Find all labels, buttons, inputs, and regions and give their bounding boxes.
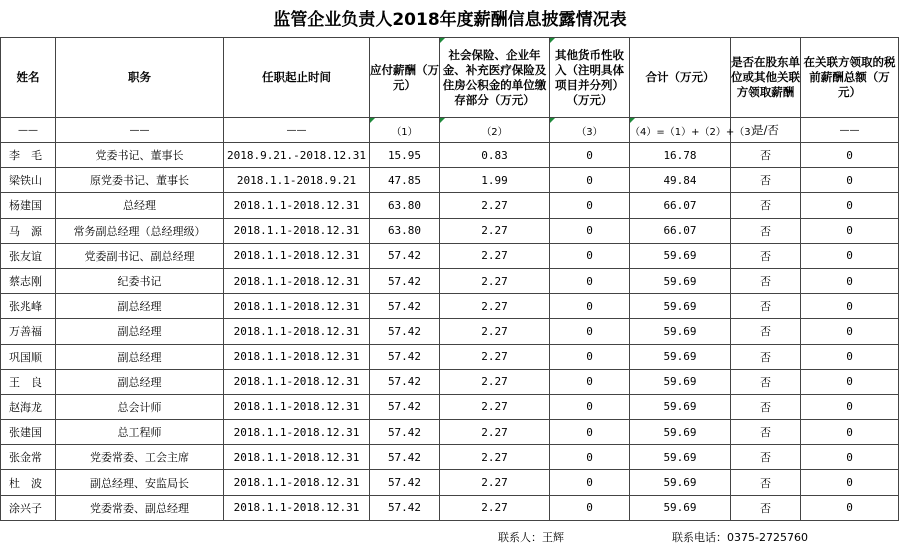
table-row bbox=[1, 394, 899, 419]
cell-salary: 57.42 bbox=[370, 294, 440, 319]
cell-related: 否 bbox=[731, 495, 801, 520]
cell-period: 2018.1.1-2018.12.31 bbox=[224, 193, 370, 218]
cell-period: 2018.1.1-2018.12.31 bbox=[224, 445, 370, 470]
cell-related-amount: 0 bbox=[801, 243, 899, 268]
cell-position: 党委副书记、副总经理 bbox=[56, 243, 224, 268]
cell-total: 59.69 bbox=[630, 369, 731, 394]
cell-insurance: 2.27 bbox=[440, 294, 550, 319]
header-period: 任职起止时间 bbox=[224, 38, 370, 118]
cell-position: 总工程师 bbox=[56, 420, 224, 445]
cell-other: 0 bbox=[550, 218, 630, 243]
cell-related: 否 bbox=[731, 143, 801, 168]
cell-total: 59.69 bbox=[630, 268, 731, 293]
cell-related: 否 bbox=[731, 445, 801, 470]
cell-total: 59.69 bbox=[630, 319, 731, 344]
cell-name: 梁铁山 bbox=[1, 168, 56, 193]
subheader-cell: 是/否 bbox=[731, 118, 801, 143]
cell-insurance: 2.27 bbox=[440, 394, 550, 419]
header-name: 姓名 bbox=[1, 38, 56, 118]
cell-related-amount: 0 bbox=[801, 420, 899, 445]
cell-position: 副总经理 bbox=[56, 344, 224, 369]
table-row bbox=[1, 268, 899, 293]
cell-related-amount: 0 bbox=[801, 193, 899, 218]
subheader-cell: （3） bbox=[550, 118, 630, 143]
cell-period: 2018.9.21.-2018.12.31 bbox=[224, 143, 370, 168]
cell-salary: 57.42 bbox=[370, 243, 440, 268]
cell-related-amount: 0 bbox=[801, 495, 899, 520]
cell-insurance: 2.27 bbox=[440, 193, 550, 218]
cell-name: 杨建国 bbox=[1, 193, 56, 218]
cell-period: 2018.1.1-2018.12.31 bbox=[224, 344, 370, 369]
cell-related: 否 bbox=[731, 218, 801, 243]
cell-salary: 57.42 bbox=[370, 344, 440, 369]
table-row bbox=[1, 243, 899, 268]
cell-salary: 63.80 bbox=[370, 193, 440, 218]
cell-related-amount: 0 bbox=[801, 168, 899, 193]
cell-position: 副总经理 bbox=[56, 294, 224, 319]
cell-position: 党委常委、工会主席 bbox=[56, 445, 224, 470]
cell-related: 否 bbox=[731, 344, 801, 369]
cell-related: 否 bbox=[731, 168, 801, 193]
cell-insurance: 2.27 bbox=[440, 470, 550, 495]
cell-related: 否 bbox=[731, 243, 801, 268]
table-row bbox=[1, 143, 899, 168]
cell-total: 59.69 bbox=[630, 470, 731, 495]
cell-other: 0 bbox=[550, 143, 630, 168]
cell-related: 否 bbox=[731, 193, 801, 218]
cell-name: 马 源 bbox=[1, 218, 56, 243]
subheader-row bbox=[1, 118, 899, 143]
header-insurance: 社会保险、企业年金、补充医疗保险及住房公积金的单位缴存部分（万元） bbox=[440, 38, 550, 118]
cell-name: 李 毛 bbox=[1, 143, 56, 168]
cell-insurance: 2.27 bbox=[440, 495, 550, 520]
cell-name: 巩国顺 bbox=[1, 344, 56, 369]
contact-person bbox=[498, 528, 564, 548]
cell-insurance: 0.83 bbox=[440, 143, 550, 168]
cell-related: 否 bbox=[731, 394, 801, 419]
cell-other: 0 bbox=[550, 495, 630, 520]
cell-salary: 15.95 bbox=[370, 143, 440, 168]
cell-other: 0 bbox=[550, 394, 630, 419]
cell-insurance: 2.27 bbox=[440, 218, 550, 243]
cell-related-amount: 0 bbox=[801, 470, 899, 495]
cell-insurance: 2.27 bbox=[440, 445, 550, 470]
cell-name: 张兆峰 bbox=[1, 294, 56, 319]
cell-related: 否 bbox=[731, 470, 801, 495]
cell-period: 2018.1.1-2018.12.31 bbox=[224, 294, 370, 319]
cell-salary: 57.42 bbox=[370, 268, 440, 293]
cell-other: 0 bbox=[550, 344, 630, 369]
table-row bbox=[1, 294, 899, 319]
cell-insurance: 2.27 bbox=[440, 369, 550, 394]
cell-salary: 57.42 bbox=[370, 445, 440, 470]
contact-name: 王辉 bbox=[542, 531, 564, 544]
table-row bbox=[1, 420, 899, 445]
cell-related-amount: 0 bbox=[801, 319, 899, 344]
cell-name: 张建国 bbox=[1, 420, 56, 445]
cell-related-amount: 0 bbox=[801, 344, 899, 369]
cell-name: 涂兴子 bbox=[1, 495, 56, 520]
subheader-cell: —— bbox=[56, 118, 224, 143]
cell-related-amount: 0 bbox=[801, 268, 899, 293]
header-related-party: 是否在股东单位或其他关联方领取薪酬 bbox=[731, 38, 801, 118]
cell-related: 否 bbox=[731, 268, 801, 293]
cell-position: 副总经理 bbox=[56, 369, 224, 394]
cell-total: 59.69 bbox=[630, 243, 731, 268]
header-position: 职务 bbox=[56, 38, 224, 118]
cell-other: 0 bbox=[550, 369, 630, 394]
phone-label: 联系电话： bbox=[672, 531, 727, 544]
cell-related-amount: 0 bbox=[801, 369, 899, 394]
cell-position: 副总经理 bbox=[56, 319, 224, 344]
header-total: 合计（万元） bbox=[630, 38, 731, 118]
table-row bbox=[1, 495, 899, 520]
cell-salary: 63.80 bbox=[370, 218, 440, 243]
cell-position: 副总经理、安监局长 bbox=[56, 470, 224, 495]
cell-total: 59.69 bbox=[630, 445, 731, 470]
cell-other: 0 bbox=[550, 294, 630, 319]
subheader-cell: （4）=（1）+（2）+（3） bbox=[630, 118, 731, 143]
table-row bbox=[1, 168, 899, 193]
table-row bbox=[1, 470, 899, 495]
cell-name: 杜 波 bbox=[1, 470, 56, 495]
cell-insurance: 2.27 bbox=[440, 268, 550, 293]
cell-total: 49.84 bbox=[630, 168, 731, 193]
cell-name: 蔡志刚 bbox=[1, 268, 56, 293]
table-row bbox=[1, 193, 899, 218]
cell-related-amount: 0 bbox=[801, 394, 899, 419]
header-other-income: 其他货币性收入（注明具体项目并分列）（万元） bbox=[550, 38, 630, 118]
cell-total: 66.07 bbox=[630, 193, 731, 218]
table-row bbox=[1, 319, 899, 344]
contact-label: 联系人： bbox=[498, 531, 542, 544]
cell-related: 否 bbox=[731, 420, 801, 445]
cell-related: 否 bbox=[731, 319, 801, 344]
cell-period: 2018.1.1-2018.12.31 bbox=[224, 218, 370, 243]
subheader-cell: （1） bbox=[370, 118, 440, 143]
cell-other: 0 bbox=[550, 319, 630, 344]
cell-salary: 57.42 bbox=[370, 495, 440, 520]
cell-other: 0 bbox=[550, 243, 630, 268]
cell-position: 党委常委、副总经理 bbox=[56, 495, 224, 520]
cell-insurance: 1.99 bbox=[440, 168, 550, 193]
header-salary: 应付薪酬（万元） bbox=[370, 38, 440, 118]
cell-position: 党委书记、董事长 bbox=[56, 143, 224, 168]
subheader-cell: —— bbox=[224, 118, 370, 143]
header-row bbox=[1, 38, 899, 118]
cell-period: 2018.1.1-2018.12.31 bbox=[224, 369, 370, 394]
table-row bbox=[1, 218, 899, 243]
table-row bbox=[1, 344, 899, 369]
cell-position: 纪委书记 bbox=[56, 268, 224, 293]
cell-salary: 57.42 bbox=[370, 369, 440, 394]
subheader-cell: （2） bbox=[440, 118, 550, 143]
cell-related-amount: 0 bbox=[801, 445, 899, 470]
cell-period: 2018.1.1-2018.12.31 bbox=[224, 470, 370, 495]
cell-insurance: 2.27 bbox=[440, 243, 550, 268]
cell-period: 2018.1.1-2018.9.21 bbox=[224, 168, 370, 193]
cell-total: 59.69 bbox=[630, 495, 731, 520]
table-row bbox=[1, 445, 899, 470]
cell-position: 原党委书记、董事长 bbox=[56, 168, 224, 193]
cell-period: 2018.1.1-2018.12.31 bbox=[224, 319, 370, 344]
cell-total: 59.69 bbox=[630, 344, 731, 369]
cell-position: 总会计师 bbox=[56, 394, 224, 419]
cell-salary: 57.42 bbox=[370, 470, 440, 495]
cell-period: 2018.1.1-2018.12.31 bbox=[224, 268, 370, 293]
cell-insurance: 2.27 bbox=[440, 319, 550, 344]
cell-position: 常务副总经理（总经理级） bbox=[56, 218, 224, 243]
cell-other: 0 bbox=[550, 470, 630, 495]
cell-name: 张金常 bbox=[1, 445, 56, 470]
cell-name: 万善福 bbox=[1, 319, 56, 344]
cell-salary: 57.42 bbox=[370, 394, 440, 419]
subheader-cell: —— bbox=[801, 118, 899, 143]
disclosure-table bbox=[0, 37, 899, 521]
cell-total: 59.69 bbox=[630, 294, 731, 319]
cell-salary: 57.42 bbox=[370, 319, 440, 344]
cell-salary: 47.85 bbox=[370, 168, 440, 193]
header-related-amount: 在关联方领取的税前薪酬总额（万元） bbox=[801, 38, 899, 118]
cell-period: 2018.1.1-2018.12.31 bbox=[224, 420, 370, 445]
cell-related-amount: 0 bbox=[801, 294, 899, 319]
cell-total: 59.69 bbox=[630, 394, 731, 419]
cell-name: 赵海龙 bbox=[1, 394, 56, 419]
subheader-cell: —— bbox=[1, 118, 56, 143]
cell-total: 66.07 bbox=[630, 218, 731, 243]
cell-name: 张友谊 bbox=[1, 243, 56, 268]
cell-total: 59.69 bbox=[630, 420, 731, 445]
cell-other: 0 bbox=[550, 193, 630, 218]
cell-other: 0 bbox=[550, 168, 630, 193]
cell-total: 16.78 bbox=[630, 143, 731, 168]
cell-name: 王 良 bbox=[1, 369, 56, 394]
cell-other: 0 bbox=[550, 268, 630, 293]
table-row bbox=[1, 369, 899, 394]
cell-salary: 57.42 bbox=[370, 420, 440, 445]
cell-period: 2018.1.1-2018.12.31 bbox=[224, 394, 370, 419]
cell-other: 0 bbox=[550, 445, 630, 470]
contact-phone bbox=[672, 528, 808, 548]
page-title: 监管企业负责人2018年度薪酬信息披露情况表 bbox=[273, 10, 627, 30]
cell-position: 总经理 bbox=[56, 193, 224, 218]
cell-related: 否 bbox=[731, 369, 801, 394]
cell-related-amount: 0 bbox=[801, 143, 899, 168]
cell-period: 2018.1.1-2018.12.31 bbox=[224, 243, 370, 268]
cell-related-amount: 0 bbox=[801, 218, 899, 243]
cell-insurance: 2.27 bbox=[440, 344, 550, 369]
cell-period: 2018.1.1-2018.12.31 bbox=[224, 495, 370, 520]
phone-number: 0375-2725760 bbox=[727, 531, 808, 544]
cell-other: 0 bbox=[550, 420, 630, 445]
cell-related: 否 bbox=[731, 294, 801, 319]
cell-insurance: 2.27 bbox=[440, 420, 550, 445]
